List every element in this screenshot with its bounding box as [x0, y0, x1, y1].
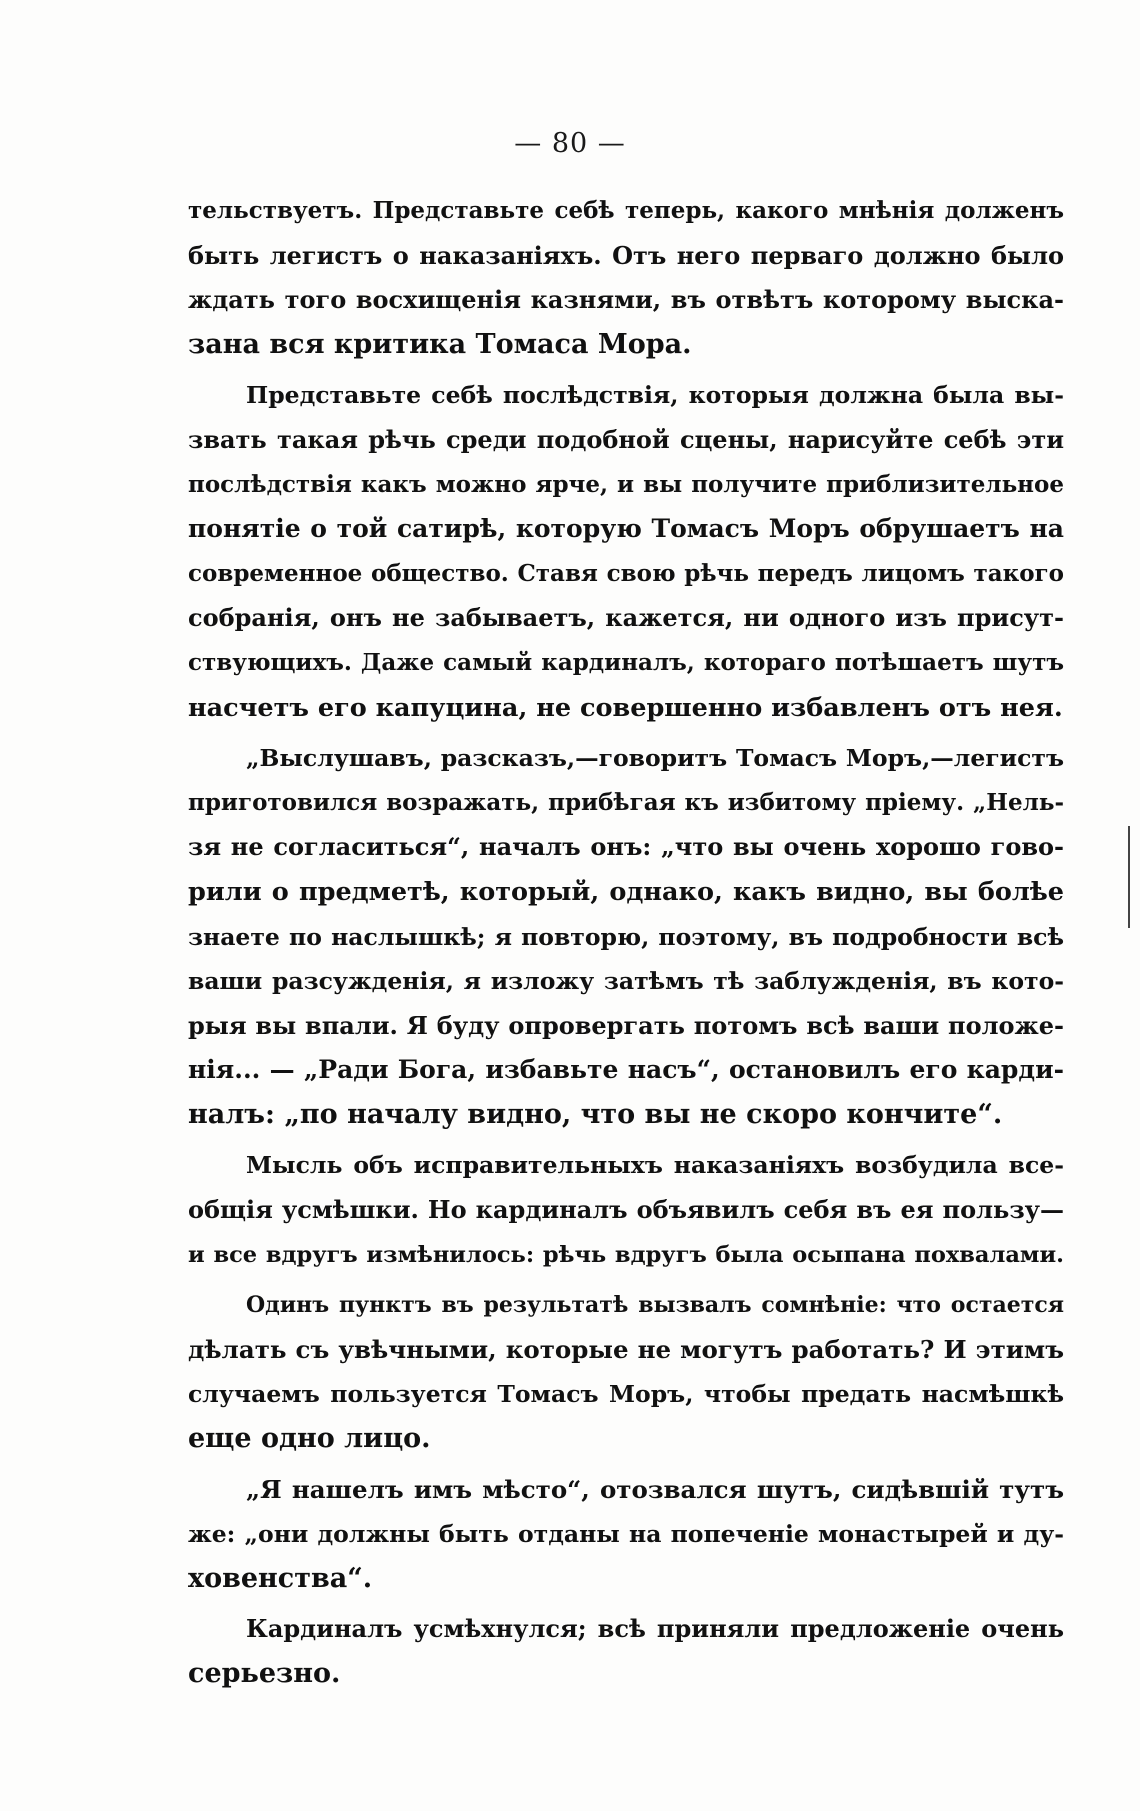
paragraph-4	[188, 1143, 1064, 1277]
text-line: насчетъ его капуцина, не совершенно избавленъ отъ нея.	[188, 692, 1063, 723]
text-line: Представьте себѣ послѣдствія, которыя должна была вы-	[246, 381, 1064, 410]
text-line: же: „они должны быть отданы на попеченіе монастырей и ду-	[188, 1520, 1064, 1549]
text-line: тельствуетъ. Представьте себѣ теперь, какого мнѣнія долженъ	[188, 197, 1064, 224]
text-line: звать такая рѣчь среди подобной сцены, нарисуйте себѣ эти	[188, 424, 1064, 454]
paragraph-2	[188, 373, 1064, 730]
text-line: налъ: „по началу видно, что вы не скоро кончите“.	[188, 1098, 1003, 1130]
paragraph-3	[188, 736, 1064, 1137]
text-line: современное общество. Ставя свою рѣчь передъ лицомъ такого	[188, 559, 1064, 587]
text-line: общія усмѣшки. Но кардиналъ объявилъ себя въ ея пользу—	[188, 1195, 1064, 1225]
text-line: еще одно лицо.	[188, 1423, 431, 1455]
text-line: понятіе о той сатирѣ, которую Томасъ Моръ обрушаетъ на	[188, 514, 1064, 544]
margin-scan-mark	[1128, 826, 1130, 928]
text-line: ховенства“.	[188, 1562, 373, 1594]
page-number: — 80 —	[514, 128, 626, 159]
text-line: зана вся критика Томаса Мора.	[188, 328, 692, 360]
text-line: „Я нашелъ имъ мѣсто“, отозвался шутъ, сидѣвшій тутъ	[246, 1474, 1064, 1504]
text-line: приготовился возражать, прибѣгая къ избитому пріему. „Нель-	[188, 788, 1064, 816]
text-line: ствующихъ. Даже самый кардиналъ, котораго потѣшаетъ шутъ	[188, 648, 1064, 676]
paragraph-5	[188, 1283, 1064, 1461]
text-line: „Выслушавъ, разсказъ,—говоритъ Томасъ Моръ,—легистъ	[246, 744, 1064, 773]
body-text	[188, 189, 1064, 1697]
text-line: Мысль объ исправительныхъ наказаніяхъ возбудила все-	[246, 1151, 1064, 1180]
text-line: рили о предметѣ, который, однако, какъ видно, вы болѣе	[188, 876, 1064, 907]
paragraph-7	[188, 1607, 1064, 1696]
text-line: нія... — „Ради Бога, избавьте насъ“, остановилъ его карди-	[188, 1055, 1064, 1085]
text-line: знаете по наслышкѣ; я повторю, поэтому, въ подробности всѣ	[188, 922, 1064, 951]
paragraph-6	[188, 1468, 1064, 1602]
text-line: зя не согласиться“, началъ онъ: „что вы очень хорошо гово-	[188, 832, 1064, 862]
paragraph-1	[188, 189, 1064, 367]
text-line: послѣдствія какъ можно ярче, и вы получите приблизительное	[188, 470, 1064, 498]
text-line: и все вдругъ измѣнилось: рѣчь вдругъ была осыпана похвалами.	[188, 1241, 1064, 1268]
text-line: ждать того восхищенія казнями, въ отвѣтъ которому выска-	[188, 285, 1064, 315]
text-line: ваши разсужденія, я изложу затѣмъ тѣ заблужденія, въ кото-	[188, 967, 1064, 996]
text-line: случаемъ пользуется Томасъ Моръ, чтобы предать насмѣшкѣ	[188, 1380, 1064, 1409]
text-line: собранія, онъ не забываетъ, кажется, ни одного изъ присут-	[188, 603, 1064, 633]
text-line: Кардиналъ усмѣхнулся; всѣ приняли предложеніе очень	[246, 1614, 1064, 1644]
text-line: быть легистъ о наказаніяхъ. Отъ него перваго должно было	[188, 240, 1064, 270]
text-line: рыя вы впали. Я буду опровергать потомъ всѣ ваши положе-	[188, 1010, 1064, 1040]
text-line: серьезно.	[188, 1658, 341, 1689]
text-line: дѣлать съ увѣчными, которые не могутъ работать? И этимъ	[188, 1334, 1064, 1364]
text-line: Одинъ пунктъ въ результатѣ вызвалъ сомнѣніе: что остается	[246, 1292, 1064, 1319]
